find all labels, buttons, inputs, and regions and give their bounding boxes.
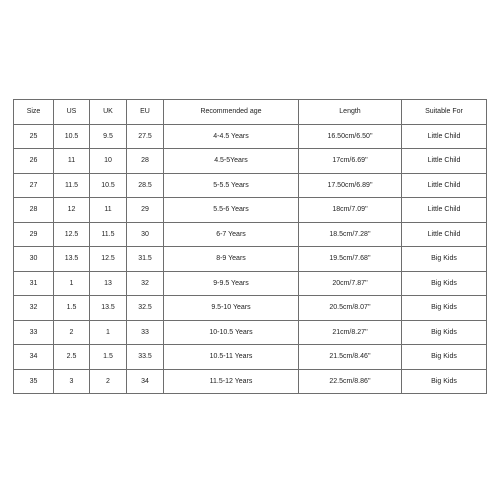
- cell-us: 2.5: [54, 345, 90, 370]
- table-header-row: [14, 100, 487, 125]
- cell-suitable-for: Little Child: [402, 173, 487, 198]
- cell-us: 3: [54, 369, 90, 394]
- cell-suitable-for: Little Child: [402, 222, 487, 247]
- size-chart-body: [14, 100, 487, 394]
- cell-recommended-age: 5.5-6 Years: [164, 198, 299, 223]
- cell-size: 31: [14, 271, 54, 296]
- cell-length: 18.5cm/7.28'': [299, 222, 402, 247]
- cell-eu: 33: [127, 320, 164, 345]
- cell-us: 11: [54, 149, 90, 174]
- cell-suitable-for: Little Child: [402, 124, 487, 149]
- cell-suitable-for: Little Child: [402, 198, 487, 223]
- cell-suitable-for: Big Kids: [402, 345, 487, 370]
- cell-uk: 11: [90, 198, 127, 223]
- cell-uk: 11.5: [90, 222, 127, 247]
- cell-size: 35: [14, 369, 54, 394]
- cell-size: 28: [14, 198, 54, 223]
- cell-uk: 13.5: [90, 296, 127, 321]
- cell-recommended-age: 4.5-5Years: [164, 149, 299, 174]
- cell-suitable-for: Little Child: [402, 149, 487, 174]
- header-eu: EU: [127, 100, 164, 125]
- cell-size: 27: [14, 173, 54, 198]
- table-row: [14, 247, 487, 272]
- table-row: [14, 124, 487, 149]
- cell-us: 10.5: [54, 124, 90, 149]
- cell-size: 30: [14, 247, 54, 272]
- cell-length: 22.5cm/8.86'': [299, 369, 402, 394]
- table-row: [14, 320, 487, 345]
- cell-eu: 32: [127, 271, 164, 296]
- cell-recommended-age: 9.5-10 Years: [164, 296, 299, 321]
- table-row: [14, 369, 487, 394]
- cell-recommended-age: 11.5-12 Years: [164, 369, 299, 394]
- cell-us: 11.5: [54, 173, 90, 198]
- cell-uk: 1.5: [90, 345, 127, 370]
- cell-length: 17.50cm/6.89'': [299, 173, 402, 198]
- size-chart-table: [13, 99, 487, 394]
- cell-length: 21cm/8.27'': [299, 320, 402, 345]
- cell-recommended-age: 5-5.5 Years: [164, 173, 299, 198]
- header-us: US: [54, 100, 90, 125]
- cell-uk: 13: [90, 271, 127, 296]
- cell-recommended-age: 10-10.5 Years: [164, 320, 299, 345]
- cell-us: 1: [54, 271, 90, 296]
- cell-length: 20.5cm/8.07'': [299, 296, 402, 321]
- table-row: [14, 173, 487, 198]
- header-size: Size: [14, 100, 54, 125]
- cell-suitable-for: Big Kids: [402, 296, 487, 321]
- cell-size: 32: [14, 296, 54, 321]
- cell-suitable-for: Big Kids: [402, 247, 487, 272]
- cell-eu: 27.5: [127, 124, 164, 149]
- cell-size: 29: [14, 222, 54, 247]
- cell-length: 17cm/6.69'': [299, 149, 402, 174]
- header-length: Length: [299, 100, 402, 125]
- cell-recommended-age: 9-9.5 Years: [164, 271, 299, 296]
- cell-size: 33: [14, 320, 54, 345]
- cell-size: 25: [14, 124, 54, 149]
- cell-recommended-age: 4-4.5 Years: [164, 124, 299, 149]
- cell-recommended-age: 10.5-11 Years: [164, 345, 299, 370]
- cell-eu: 33.5: [127, 345, 164, 370]
- cell-eu: 29: [127, 198, 164, 223]
- cell-recommended-age: 8-9 Years: [164, 247, 299, 272]
- table-row: [14, 345, 487, 370]
- header-suitable-for: Suitable For: [402, 100, 487, 125]
- cell-eu: 31.5: [127, 247, 164, 272]
- cell-us: 12: [54, 198, 90, 223]
- cell-uk: 12.5: [90, 247, 127, 272]
- cell-uk: 10: [90, 149, 127, 174]
- header-recommended-age: Recommended age: [164, 100, 299, 125]
- cell-eu: 30: [127, 222, 164, 247]
- cell-us: 2: [54, 320, 90, 345]
- cell-suitable-for: Big Kids: [402, 369, 487, 394]
- cell-eu: 28: [127, 149, 164, 174]
- cell-length: 18cm/7.09'': [299, 198, 402, 223]
- cell-length: 16.50cm/6.50'': [299, 124, 402, 149]
- cell-eu: 32.5: [127, 296, 164, 321]
- cell-length: 20cm/7.87'': [299, 271, 402, 296]
- cell-uk: 2: [90, 369, 127, 394]
- table-row: [14, 271, 487, 296]
- cell-recommended-age: 6-7 Years: [164, 222, 299, 247]
- cell-us: 1.5: [54, 296, 90, 321]
- cell-size: 34: [14, 345, 54, 370]
- cell-uk: 9.5: [90, 124, 127, 149]
- cell-length: 21.5cm/8.46'': [299, 345, 402, 370]
- table-row: [14, 222, 487, 247]
- cell-size: 26: [14, 149, 54, 174]
- cell-eu: 34: [127, 369, 164, 394]
- table-row: [14, 149, 487, 174]
- cell-length: 19.5cm/7.68'': [299, 247, 402, 272]
- table-row: [14, 198, 487, 223]
- cell-suitable-for: Big Kids: [402, 271, 487, 296]
- cell-eu: 28.5: [127, 173, 164, 198]
- cell-us: 13.5: [54, 247, 90, 272]
- cell-suitable-for: Big Kids: [402, 320, 487, 345]
- header-uk: UK: [90, 100, 127, 125]
- cell-uk: 1: [90, 320, 127, 345]
- cell-uk: 10.5: [90, 173, 127, 198]
- table-row: [14, 296, 487, 321]
- cell-us: 12.5: [54, 222, 90, 247]
